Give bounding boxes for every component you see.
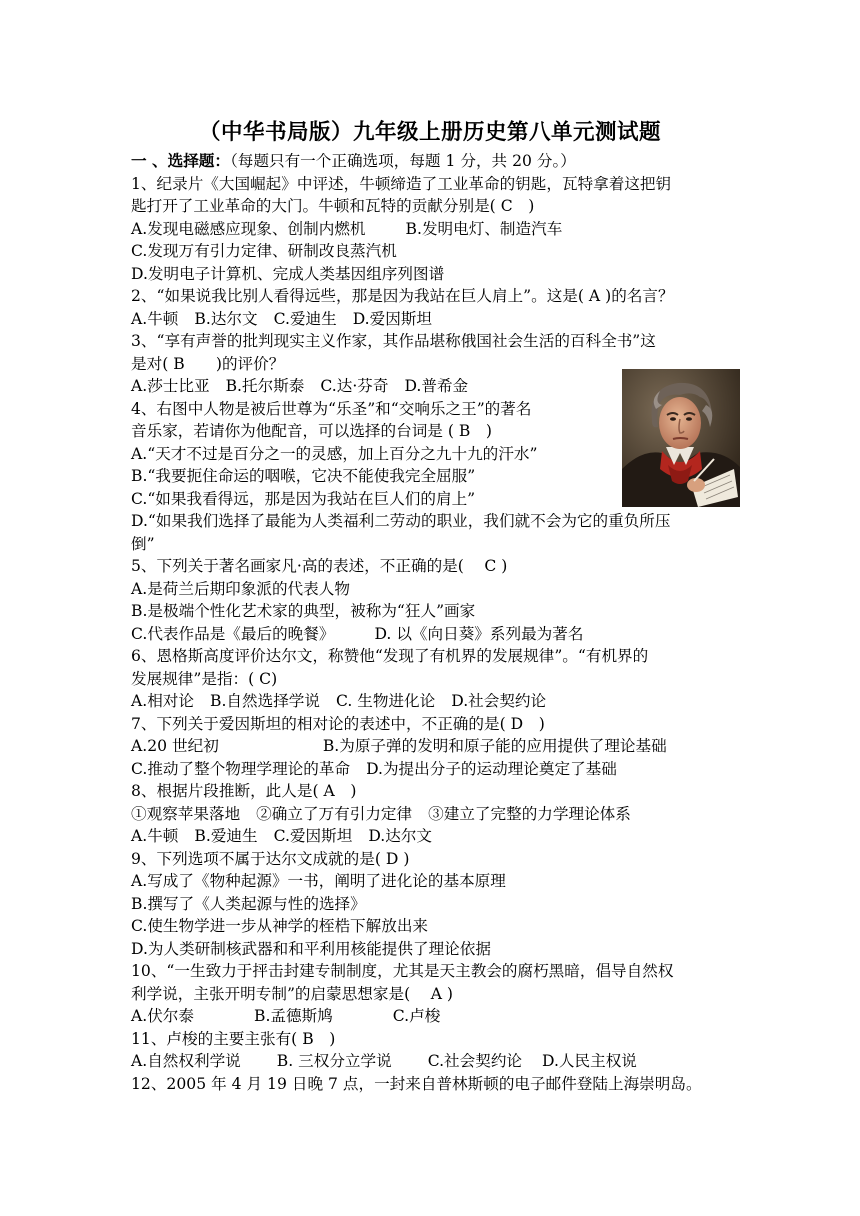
q3-stem: 是对( B )的评价？ [131,354,285,373]
q6-options [131,690,731,713]
clue: ③建立了完整的力学理论体系 [428,804,631,823]
option: D. 以《向日葵》系列最为著名 [374,624,584,643]
section-note: （每题只有一个正确选项，每题 1 分，共 20 分。） [230,152,576,170]
option: B.自然选择学说 [210,692,320,710]
q9-option: D.为人类研制核武器和和平利用核能提供了理论依据 [131,939,491,958]
option: A.牛顿 [131,309,179,328]
option: A.牛顿 [131,827,179,845]
option: C.达·芬奇 [320,377,389,395]
q8-options [131,825,731,848]
q4-stem: 4、右图中人物是被后世尊为“乐圣”和“交响乐之王”的著名 [131,399,532,418]
q6-stem: 发展规律”是指：( C) [131,669,278,688]
option: D.达尔文 [368,827,433,845]
option: D.社会契约论 [451,692,547,710]
q4-option: C.“如果我看得远，那是因为我站在巨人们的肩上” [131,489,476,508]
q4-option: B.“我要扼住命运的咽喉，它决不能使我完全屈服” [131,467,476,485]
option: B.达尔文 [194,309,258,328]
q6-stem: 6、恩格斯高度评价达尔文，称赞他“发现了有机界的发展规律”。“有机界的 [131,647,649,665]
q10-options [131,1005,731,1028]
option: A.自然权利学说 [131,1052,241,1070]
q5-option: B.是极端个性化艺术家的典型，被称为“狂人”画家 [131,602,476,620]
q9-option: A.写成了《物种起源》一书，阐明了进化论的基本原理 [131,872,506,890]
q4-option: D.“如果我们选择了最能为人类福利二劳动的职业，我们就不会为它的重负所压 [131,512,671,530]
q4-stem: 音乐家，若请你为他配音，可以选择的台词是 ( B ) [131,422,493,440]
q10-stem: 利学说，主张开明专制”的启蒙思想家是( A ) [131,984,454,1003]
q9-option: B.撰写了《人类起源与性的选择》 [131,894,366,913]
clue: ②确立了万有引力定律 [256,804,413,823]
option: B.为原子弹的发明和原子能的应用提供了理论基础 [322,737,667,755]
option: B. 三权分立学说 [276,1052,392,1070]
q12-stem: 12、2005 年 4 月 19 日晚 7 点，一封来自普林斯顿的电子邮件登陆上海崇明岛。 [131,1074,702,1093]
option: B.爱迪生 [194,827,258,845]
q1-stem: 匙打开了工业革命的大门。牛顿和瓦特的贡献分别是( C ) [131,197,535,215]
q1-options [131,218,731,241]
q3-stem: 3、“享有声誉的批判现实主义作家，其作品堪称俄国社会生活的百科全书”这 [131,332,656,350]
q7-options [131,735,731,758]
q5-options [131,623,731,646]
option: A.发现电磁感应现象、创制内燃机 [131,219,366,238]
q10-stem: 10、“一生致力于抨击封建专制制度，尤其是天主教会的腐朽黑暗，倡导自然权 [131,962,674,980]
q11-stem: 11、卢梭的主要主张有( B ) [131,1029,336,1048]
q7-options [131,758,731,781]
q8-clues [131,803,731,826]
option: B.发明电灯、制造汽车 [405,219,563,238]
q1-option: C.发现万有引力定律、研制改良蒸汽机 [131,242,397,260]
option: C.卢梭 [392,1007,441,1025]
q7-stem: 7、下列关于爱因斯坦的相对论的表述中，不正确的是( D ) [131,714,545,733]
option: A.伏尔泰 [131,1007,194,1025]
q8-stem: 8、根据片段推断，此人是( A ) [131,782,357,800]
option: C.爱迪生 [273,309,337,328]
option: C. 生物进化论 [335,692,436,710]
option: D.人民主权说 [542,1052,637,1070]
q2-stem: 2、“如果说我比别人看得远些，那是因为我站在巨人肩上”。这是( A )的名言？ [131,287,674,305]
question-list [131,150,731,1095]
option: D.爱因斯坦 [352,309,433,328]
q11-options [131,1050,731,1073]
clue: ①观察苹果落地 [131,804,241,823]
option: B.孟德斯鸠 [254,1007,333,1025]
q2-options [131,308,731,331]
option: A.相对论 [131,692,194,710]
option: C.社会契约论 [427,1052,523,1070]
section-header [131,150,731,173]
beethoven-portrait [622,369,740,507]
q5-stem: 5、下列关于著名画家凡·高的表述，不正确的是( C ) [131,557,508,575]
option: A.20 世纪初 [131,737,219,755]
option: D.普希金 [404,377,469,395]
option: D.为提出分子的运动理论奠定了基础 [366,759,617,778]
q1-stem: 1、纪录片《大国崛起》中评述，牛顿缔造了工业革命的钥匙，瓦特拿着这把钥 [131,174,672,193]
option: C.代表作品是《最后的晚餐》 [131,624,335,643]
q5-option: A.是荷兰后期印象派的代表人物 [131,579,350,598]
q9-stem: 9、下列选项不属于达尔文成就的是( D ) [131,849,410,868]
option: B.托尔斯泰 [225,377,305,395]
q9-option: C.使生物学进一步从神学的桎梏下解放出来 [131,917,429,935]
q4-option: A.“天才不过是百分之一的灵感，加上百分之九十九的汗水” [131,444,538,463]
q1-option: D.发明电子计算机、完成人类基因组序列图谱 [131,264,445,283]
option: C.爱因斯坦 [273,827,353,845]
q4-option: 倒” [131,534,155,553]
option: A.莎士比亚 [131,377,210,395]
section-heading: 一 、选择题： [131,151,230,170]
page-title: （中华书局版）九年级上册历史第八单元测试题 [198,120,661,145]
option: C.推动了整个物理学理论的革命 [131,759,351,778]
